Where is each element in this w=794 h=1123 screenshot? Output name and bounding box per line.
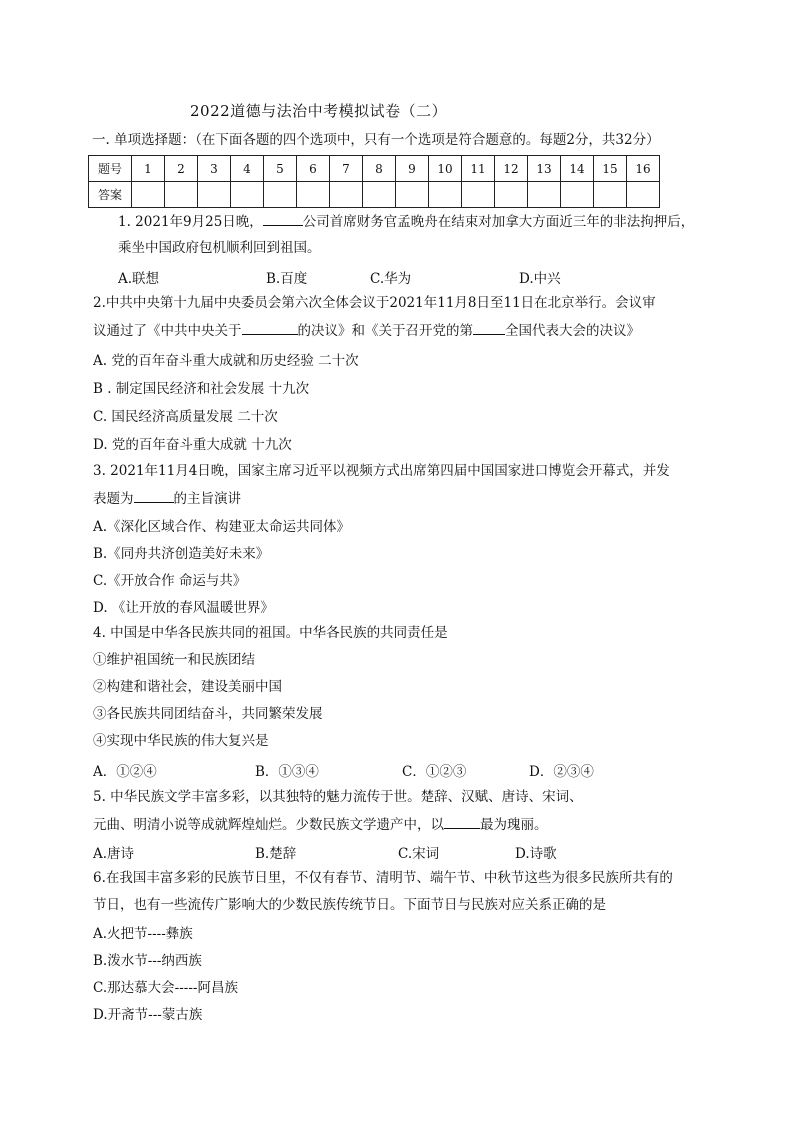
q2-stem-text-cont: 的决议》和《关于召开党的第	[297, 323, 473, 339]
answer-cell[interactable]	[462, 182, 495, 208]
q5-stem-text: 元曲、明清小说等成就辉煌灿烂。少数民族文学遗产中，以	[93, 817, 444, 833]
q3-option-c: C.《开放合作 命运与共》	[93, 573, 247, 589]
question-number-cell: 7	[330, 156, 363, 182]
question-number-cell: 8	[363, 156, 396, 182]
section-heading: 一. 单项选择题：（在下面各题的四个选项中，只有一个选项是符合题意的。每题2分，共32分）	[92, 132, 660, 148]
answer-cell[interactable]	[396, 182, 429, 208]
q4-item-1: ①维护祖国统一和民族团结	[93, 652, 255, 668]
question-number-cell: 1	[132, 156, 165, 182]
q5-stem-text-cont: 最为瑰丽。	[480, 817, 548, 833]
q2-stem-line2	[93, 320, 640, 341]
q4-option-c: C．①②③	[402, 764, 467, 780]
exam-title: 2022道德与法治中考模拟试卷（二）	[190, 102, 448, 120]
q3-stem-line2	[93, 488, 241, 509]
q6-option-c: C.那达慕大会-----阿昌族	[93, 980, 238, 996]
answer-cell[interactable]	[132, 182, 165, 208]
q4-option-d: D．②③④	[529, 764, 594, 780]
answer-cell[interactable]	[561, 182, 594, 208]
q2-option-d: D. 党的百年奋斗重大成就 十九次	[93, 437, 292, 453]
q4-item-2: ②构建和谐社会，建设美丽中国	[93, 679, 282, 695]
q5-option-a: A.唐诗	[93, 846, 135, 862]
answer-cell[interactable]	[594, 182, 627, 208]
q2-option-b: B . 制定国民经济和社会发展 十九次	[93, 381, 310, 397]
answer-cell[interactable]	[264, 182, 297, 208]
question-number-cell: 10	[429, 156, 462, 182]
answer-cell[interactable]	[627, 182, 660, 208]
answer-cell[interactable]	[429, 182, 462, 208]
q6-option-b: B.泼水节---纳西族	[93, 953, 202, 969]
question-number-cell: 13	[528, 156, 561, 182]
q3-stem-text-cont: 的主旨演讲	[173, 491, 241, 507]
q4-option-a: A．①②④	[93, 764, 157, 780]
answer-cell[interactable]	[330, 182, 363, 208]
table-row-answers	[89, 182, 660, 208]
q1-stem-text: 1. 2021年9月25日晚，	[118, 214, 263, 230]
q1-stem-line2: 乘坐中国政府包机顺利回到祖国。	[118, 240, 321, 256]
table-answer-label: 答案	[89, 182, 132, 208]
q1-blank	[263, 211, 303, 226]
q5-option-c: C.宋词	[398, 846, 440, 862]
q1-option-c: C.华为	[370, 271, 412, 287]
answer-cell[interactable]	[495, 182, 528, 208]
question-number-cell: 4	[231, 156, 264, 182]
answer-cell[interactable]	[165, 182, 198, 208]
q1-option-b: B.百度	[266, 271, 308, 287]
answer-cell[interactable]	[231, 182, 264, 208]
answer-cell[interactable]	[528, 182, 561, 208]
q4-item-4: ④实现中华民族的伟大复兴是	[93, 733, 269, 749]
question-number-cell: 9	[396, 156, 429, 182]
q3-option-d: D. 《让开放的春风温暖世界》	[93, 600, 274, 616]
q3-option-b: B.《同舟共济创造美好未来》	[93, 546, 270, 562]
table-row-numbers	[89, 156, 660, 182]
q2-option-c: C. 国民经济高质量发展 二十次	[93, 409, 278, 425]
question-number-cell: 11	[462, 156, 495, 182]
q5-blank	[444, 814, 480, 829]
q1-stem-line1	[118, 211, 694, 232]
q1-stem-text-cont: 公司首席财务官孟晚舟在结束对加拿大方面近三年的非法拘押后，	[302, 214, 695, 230]
q2-blank-1	[242, 320, 298, 335]
question-number-cell: 16	[627, 156, 660, 182]
q5-option-d: D.诗歌	[515, 846, 557, 862]
question-number-cell: 12	[495, 156, 528, 182]
answer-cell[interactable]	[198, 182, 231, 208]
q6-option-d: D.开斋节---蒙古族	[93, 1007, 203, 1023]
q2-stem-text-end: 全国代表大会的决议》	[505, 323, 640, 339]
answer-table	[88, 155, 660, 208]
q4-item-3: ③各民族共同团结奋斗，共同繁荣发展	[93, 706, 323, 722]
q3-stem-line1: 3. 2021年11月4日晚，国家主席习近平以视频方式出席第四届中国国家进口博览会开幕式，并发	[93, 463, 670, 479]
question-number-cell: 6	[297, 156, 330, 182]
q3-option-a: A.《深化区域合作、构建亚太命运共同体》	[93, 519, 351, 535]
q1-option-d: D.中兴	[519, 271, 561, 287]
table-header-label: 题号	[89, 156, 132, 182]
q3-blank	[134, 488, 174, 503]
question-number-cell: 14	[561, 156, 594, 182]
q4-stem: 4. 中国是中华各民族共同的祖国。中华各民族的共同责任是	[93, 625, 448, 641]
q6-stem-line1: 6.在我国丰富多彩的民族节日里，不仅有春节、清明节、端午节、中秋节这些为很多民族所共有的	[93, 870, 673, 886]
q2-blank-2	[473, 320, 505, 335]
q2-stem-line1: 2.中共中央第十九届中央委员会第六次全体会议于2021年11月8日至11日在北京举行。会议审	[93, 295, 656, 311]
question-number-cell: 15	[594, 156, 627, 182]
q4-option-b: B．①③④	[255, 764, 319, 780]
q1-option-a: A.联想	[118, 271, 160, 287]
question-number-cell: 5	[264, 156, 297, 182]
q3-stem-text: 表题为	[93, 491, 134, 507]
q5-stem-line1: 5. 中华民族文学丰富多彩，以其独特的魅力流传于世。楚辞、汉赋、唐诗、宋词、	[93, 789, 583, 805]
q6-stem-line2: 节日，也有一些流传广影响大的少数民族传统节日。下面节日与民族对应关系正确的是	[93, 897, 606, 913]
answer-cell[interactable]	[297, 182, 330, 208]
q6-option-a: A.火把节----彝族	[93, 926, 193, 942]
q2-stem-text: 议通过了《中共中央关于	[93, 323, 242, 339]
answer-cell[interactable]	[363, 182, 396, 208]
question-number-cell: 2	[165, 156, 198, 182]
q2-option-a: A. 党的百年奋斗重大成就和历史经验 二十次	[93, 353, 359, 369]
q5-option-b: B.楚辞	[255, 846, 297, 862]
question-number-cell: 3	[198, 156, 231, 182]
q5-stem-line2	[93, 814, 548, 835]
